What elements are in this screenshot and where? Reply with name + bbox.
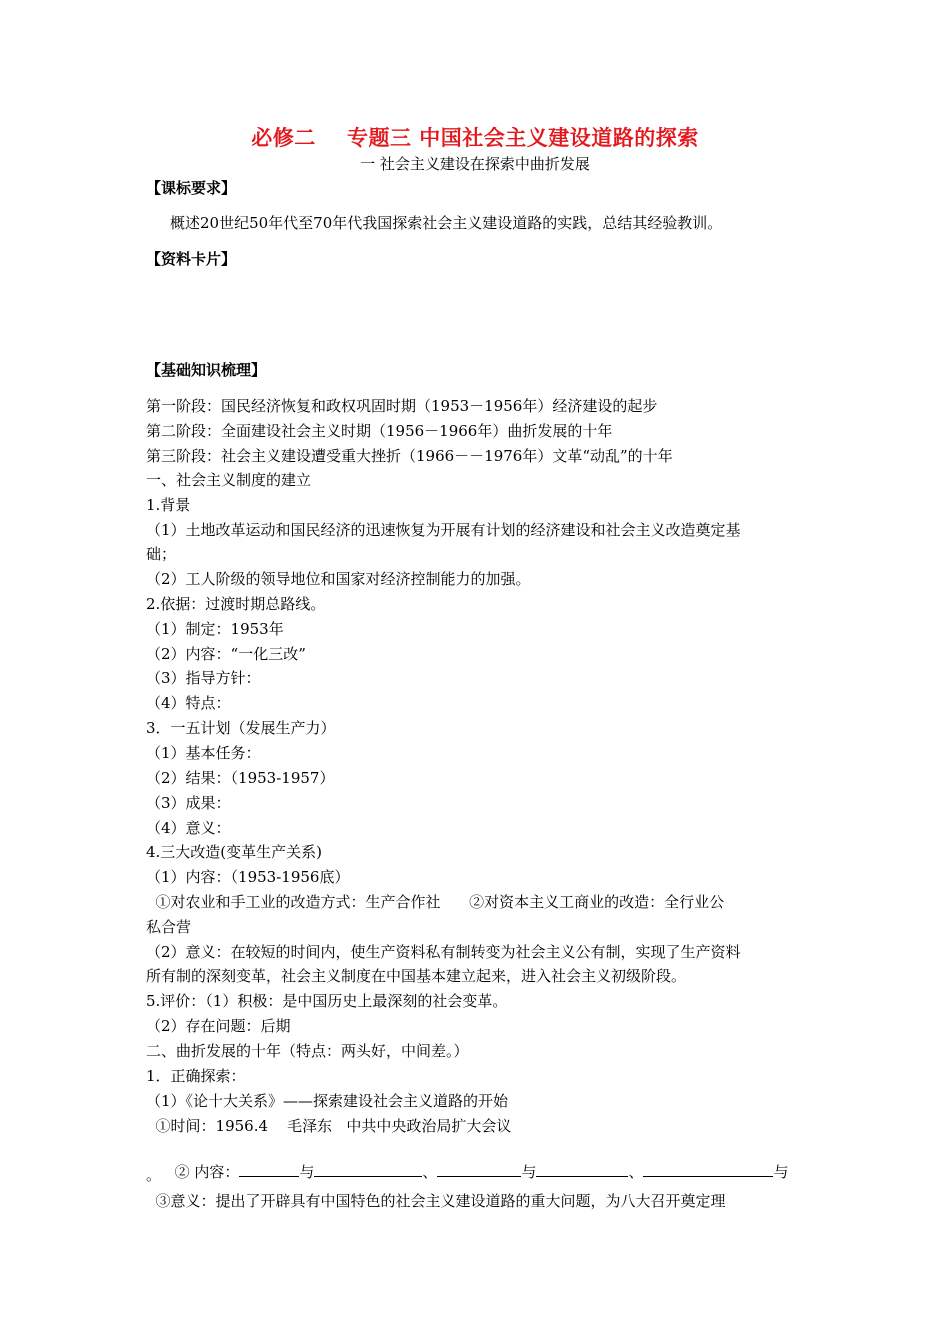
body-line: （2）存在问题：后期 (146, 1017, 291, 1035)
body-line: 第一阶段：国民经济恢复和政权巩固时期（1953－1956年）经济建设的起步 (146, 397, 658, 415)
body-line: 一、社会主义制度的建立 (146, 471, 312, 489)
fill-blank[interactable] (643, 1161, 773, 1177)
body-line: 第三阶段：社会主义建设遭受重大挫折（1966－－1976年）文革“动乱”的十年 (146, 447, 673, 465)
content-label: ② 内容： (165, 1163, 240, 1181)
body-line: 1.背景 (146, 496, 191, 514)
body-line: 私合营 (146, 918, 192, 936)
body-line: 4.三大改造(变革生产关系) (146, 843, 323, 861)
separator-with: 与 (299, 1163, 315, 1181)
fill-blank[interactable] (239, 1161, 299, 1177)
body-line: 2.依据：过渡时期总路线。 (146, 595, 326, 613)
body-line: （4）意义： (146, 819, 231, 837)
fill-blank[interactable] (314, 1161, 422, 1177)
document-title: 必修二 专题三 中国社会主义建设道路的探索 (251, 125, 699, 150)
body-line: （4）特点： (146, 694, 231, 712)
separator-comma: 、 (422, 1163, 438, 1181)
separator-comma: 、 (628, 1163, 644, 1181)
section-heading-basics: 【基础知识梳理】 (146, 361, 267, 379)
body-line: （1）内容：（1953-1956底） (146, 868, 350, 886)
period-mark: 。 (146, 1166, 162, 1184)
body-line: 所有制的深刻变革，社会主义制度在中国基本建立起来，进入社会主义初级阶段。 (146, 967, 687, 985)
body-line: ①对农业和手工业的改造方式：生产合作社 ②对资本主义工商业的改造：全行业公 (146, 893, 725, 911)
separator-with: 与 (521, 1163, 537, 1181)
section-heading-curriculum: 【课标要求】 (146, 179, 237, 197)
body-line: （1）制定：1953年 (146, 620, 284, 638)
body-line: 1．正确探索： (146, 1067, 246, 1085)
fill-blank[interactable] (437, 1161, 521, 1177)
body-line: （1）基本任务： (146, 744, 261, 762)
body-line: （2）工人阶级的领导地位和国家对经济控制能力的加强。 (146, 570, 531, 588)
body-line: 5.评价：（1）积极：是中国历史上最深刻的社会变革。 (146, 992, 508, 1010)
body-line: （2）内容：“一化三改” (146, 645, 306, 663)
body-line: 二、曲折发展的十年（特点：两头好，中间差。） (146, 1042, 469, 1060)
curriculum-text: 概述20世纪50年代至70年代我国探索社会主义建设道路的实践，总结其经验教训。 (170, 214, 723, 232)
body-line: （3）成果： (146, 794, 231, 812)
separator-with-end: 与 (773, 1163, 789, 1181)
body-line: 3．一五计划（发展生产力） (146, 719, 336, 737)
fill-blank[interactable] (536, 1161, 628, 1177)
document-subtitle: 一 社会主义建设在探索中曲折发展 (360, 155, 590, 173)
body-line: ③意义：提出了开辟具有中国特色的社会主义建设道路的重大问题，为八大召开奠定理 (146, 1192, 726, 1210)
body-line: （1）土地改革运动和国民经济的迅速恢复为开展有计划的经济建设和社会主义改造奠定基 (146, 521, 741, 539)
body-line: ①时间：1956.4 毛泽东 中共中央政治局扩大会议 (146, 1117, 512, 1135)
body-line: （2）意义：在较短的时间内，使生产资料私有制转变为社会主义公有制，实现了生产资料 (146, 943, 741, 961)
body-line: （2）结果：（1953-1957） (146, 769, 335, 787)
body-line: （1）《论十大关系》——探索建设社会主义道路的开始 (146, 1092, 509, 1110)
section-heading-datacard: 【资料卡片】 (146, 250, 237, 268)
body-line: （3）指导方针： (146, 669, 261, 687)
body-line: 础； (146, 545, 177, 563)
body-line: 第二阶段：全面建设社会主义时期（1956－1966年）曲折发展的十年 (146, 422, 613, 440)
